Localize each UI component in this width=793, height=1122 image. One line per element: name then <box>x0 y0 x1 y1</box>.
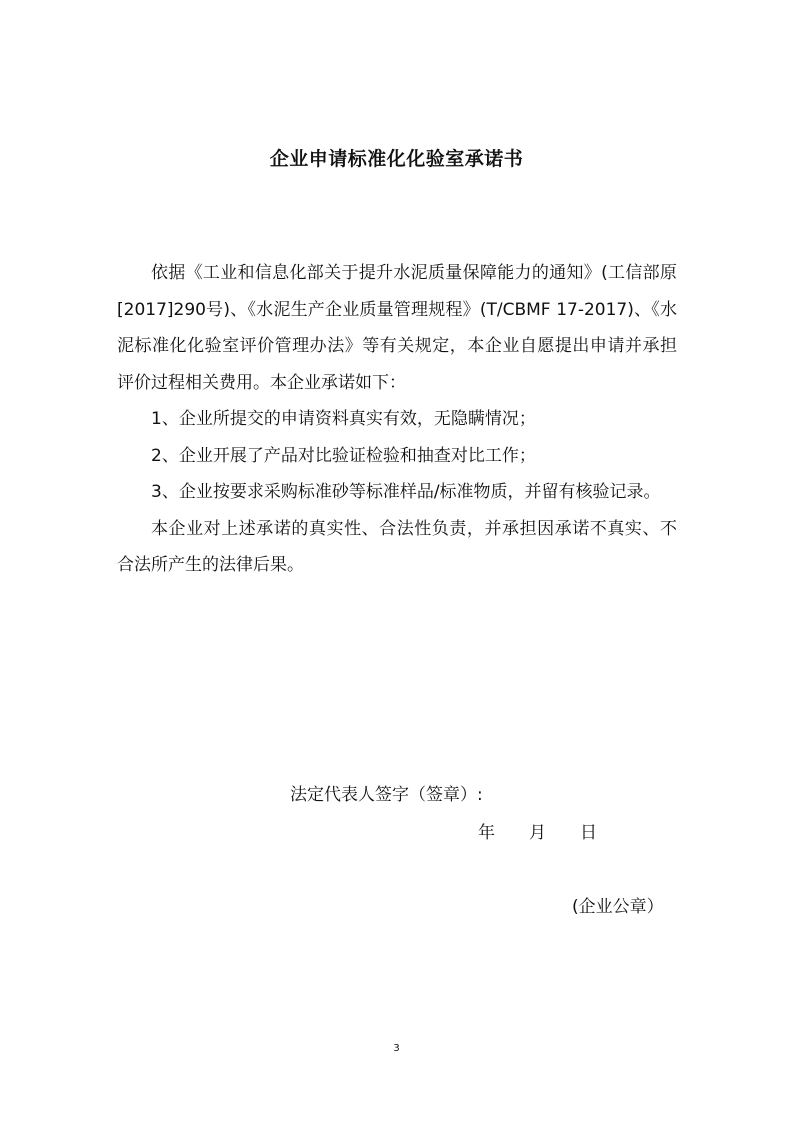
document-body <box>117 255 677 584</box>
paragraph-responsibility: 本企业对上述承诺的真实性、合法性负责，并承担因承诺不真实、不合法所产生的法律后果。 <box>117 518 677 575</box>
page-number: 3 <box>393 1043 400 1054</box>
date-line: 年 月 日 <box>478 823 597 843</box>
document-title: 企业申请标准化化验室承诺书 <box>269 148 524 170</box>
company-seal-label: (企业公章） <box>572 897 664 917</box>
signature-label: 法定代表人签字（签章）: <box>290 785 483 805</box>
commitment-item-3: 3、企业按要求采购标准砂等标准样品/标准物质，并留有核验记录。 <box>151 482 661 502</box>
paragraph-basis: 依据《工业和信息化部关于提升水泥质量保障能力的通知》(工信部原[2017]290号)、《水泥生产企业质量管理规程》(T/CBMF 17-2017)、《水泥标准化化验室评价管理办法》等有关规定，本企业自愿提出申请并承担评价过程相关费用。本企业承诺如下： <box>117 263 677 393</box>
commitment-item-1: 1、企业所提交的申请资料真实有效，无隐瞒情况； <box>151 409 536 429</box>
commitment-item-2: 2、企业开展了产品对比验证检验和抽查对比工作； <box>151 445 536 466</box>
